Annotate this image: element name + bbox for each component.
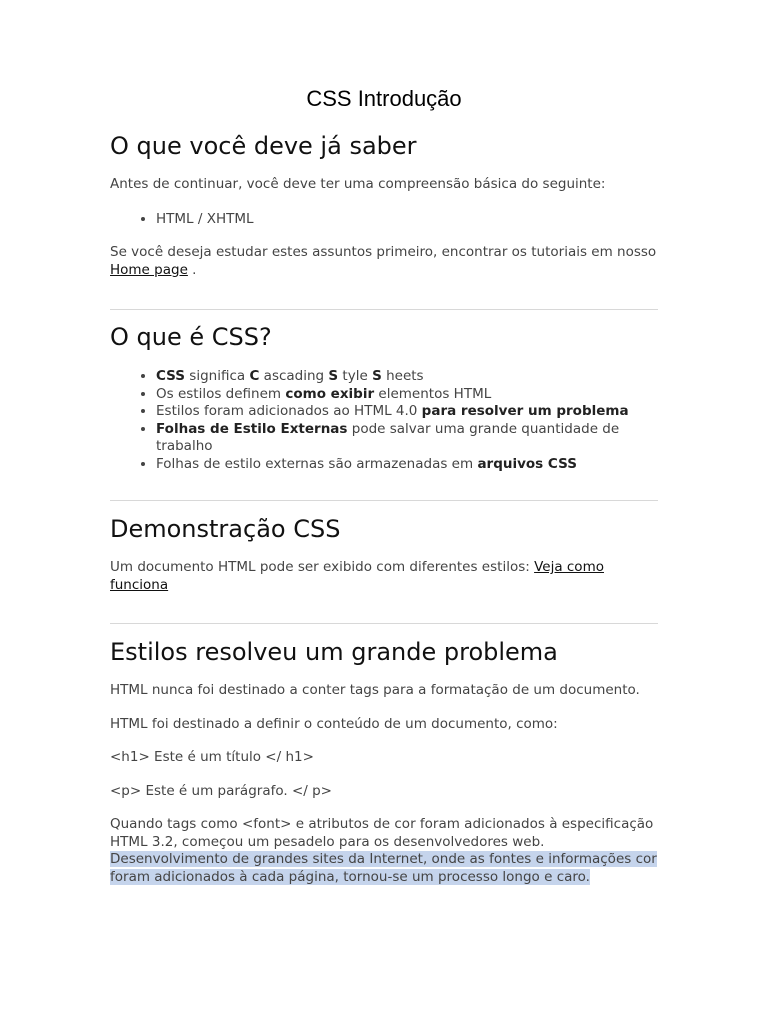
- list-item: • Os estilos definem como exibir elementos HTML: [156, 386, 658, 404]
- problem-paragraph-5: Quando tags como <font> e atributos de cor foram adicionados à especificação HTML 3.2, começou um pesadelo para os desenvolvedores web. Desenvolvimento de grandes sites da Internet, onde as fontes e informações cor foram adicionados à cada página, tornou-se um processo longo e caro.: [110, 816, 657, 885]
- section-heading-what-is-css: O que é CSS?: [110, 323, 272, 351]
- divider: [110, 500, 658, 501]
- section-prerequisites: [110, 130, 658, 279]
- section-demo: [110, 513, 658, 594]
- demo-text: Um documento HTML pode ser exibido com diferentes estilos: Veja como funciona: [110, 559, 604, 593]
- code-example-h1: <h1> Este é um título </ h1>: [110, 749, 314, 765]
- document-title: CSS Introdução: [306, 86, 462, 111]
- list-item: • HTML / XHTML: [156, 211, 658, 229]
- section-big-problem: [110, 636, 658, 886]
- list-item: • Estilos foram adicionados ao HTML 4.0 para resolver um problema: [156, 403, 658, 421]
- divider: [110, 623, 658, 624]
- see-how-it-works-link[interactable]: Veja como funciona: [110, 559, 604, 593]
- section-heading-prerequisites: O que você deve já saber: [110, 132, 417, 160]
- code-example-p: <p> Este é um parágrafo. </ p>: [110, 782, 332, 799]
- css-facts-list: [110, 368, 658, 473]
- list-item: • Folhas de Estilo Externas pode salvar uma grande quantidade de trabalho: [156, 421, 658, 456]
- prereq-study-text: [110, 244, 658, 279]
- section-what-is-css: [110, 321, 658, 473]
- list-item: • Folhas de estilo externas são armazenadas em arquivos CSS: [156, 456, 658, 474]
- section-heading-demo: Demonstração CSS: [110, 515, 341, 543]
- study-end: .: [187, 261, 197, 278]
- problem-paragraph-1: HTML nunca foi destinado a conter tags para a formatação de um documento.: [110, 682, 640, 698]
- home-page-link[interactable]: Home page: [110, 261, 188, 278]
- section-heading-big-problem: Estilos resolveu um grande problema: [110, 638, 558, 666]
- study-text: Se você deseja estudar estes assuntos primeiro, encontrar os tutoriais em nosso: [110, 244, 657, 260]
- divider: [110, 309, 658, 310]
- list-item: • CSS significa C ascading S tyle S heets: [156, 368, 658, 386]
- selected-text[interactable]: Desenvolvimento de grandes sites da Internet, onde as fontes e informações cor foram adicionados à cada página, tornou-se um processo longo e caro.: [110, 851, 657, 885]
- prereq-list: [110, 211, 658, 229]
- problem-paragraph-2: HTML foi destinado a definir o conteúdo de um documento, como:: [110, 715, 558, 732]
- prereq-intro: Antes de continuar, você deve ter uma compreensão básica do seguinte:: [110, 176, 606, 192]
